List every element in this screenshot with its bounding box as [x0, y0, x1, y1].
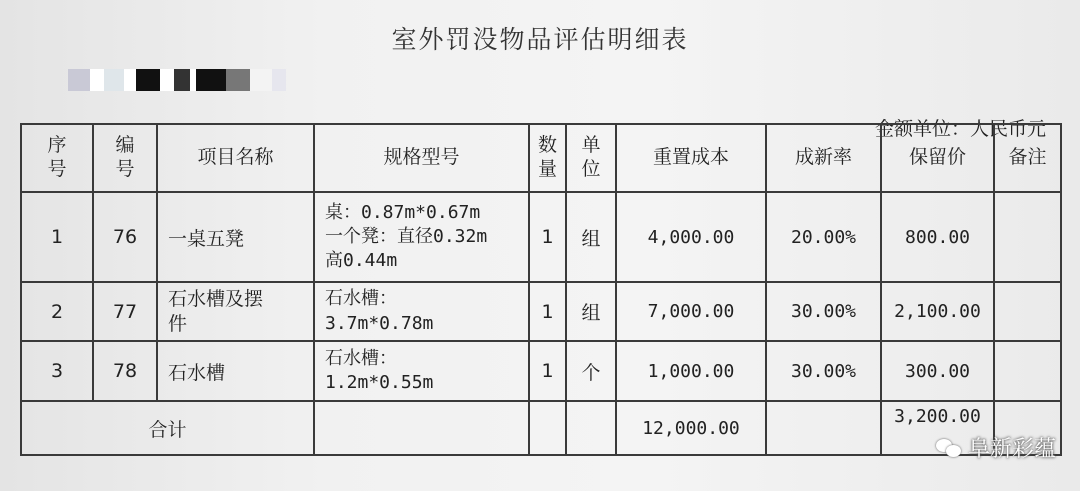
- total-label: 合计: [21, 401, 314, 455]
- header-name: 项目名称: [157, 124, 314, 192]
- cell-rate: 20.00%: [766, 192, 881, 282]
- cell-value: 800.00: [881, 192, 994, 282]
- cell-unit: 组: [566, 282, 616, 341]
- cell-cost: 1,000.00: [616, 341, 766, 401]
- watermark-text: 阜新彩蕴: [967, 437, 1056, 462]
- table-row: [21, 282, 1061, 341]
- cell-rate: 30.00%: [766, 282, 881, 341]
- cell-qty: 1: [529, 282, 566, 341]
- cell-code: 76: [93, 192, 157, 282]
- header-seq: 序 号: [21, 124, 93, 192]
- header-code: 编 号: [93, 124, 157, 192]
- header-value: 保留价: [881, 124, 994, 192]
- watermark: [936, 432, 1056, 463]
- table-header-row: [21, 124, 1061, 192]
- header-qty: 数 量: [529, 124, 566, 192]
- cell-name: 石水槽: [157, 341, 314, 401]
- header-note: 备注: [994, 124, 1061, 192]
- valuation-table: [20, 123, 1062, 456]
- cell-code: 77: [93, 282, 157, 341]
- table-row: [21, 341, 1061, 401]
- cell-unit: 组: [566, 192, 616, 282]
- redacted-text: [68, 69, 298, 91]
- cell-cost: 4,000.00: [616, 192, 766, 282]
- cell-empty: [529, 401, 566, 455]
- cell-value: 2,100.00: [881, 282, 994, 341]
- table-total-row: [21, 401, 1061, 455]
- cell-note: [994, 282, 1061, 341]
- cell-note: [994, 192, 1061, 282]
- cell-spec: 石水槽： 1.2m*0.55m: [314, 341, 529, 401]
- cell-name: 一桌五凳: [157, 192, 314, 282]
- cell-spec: 石水槽： 3.7m*0.78m: [314, 282, 529, 341]
- cell-rate: 30.00%: [766, 341, 881, 401]
- cell-unit: 个: [566, 341, 616, 401]
- cell-qty: 1: [529, 341, 566, 401]
- header-rate: 成新率: [766, 124, 881, 192]
- cell-name: 石水槽及摆 件: [157, 282, 314, 341]
- cell-code: 78: [93, 341, 157, 401]
- header-spec: 规格型号: [314, 124, 529, 192]
- cell-cost: 7,000.00: [616, 282, 766, 341]
- cell-empty: [566, 401, 616, 455]
- cell-value: 300.00: [881, 341, 994, 401]
- document-title: 室外罚没物品评估明细表: [391, 25, 689, 54]
- total-value: 3,200.00: [881, 401, 994, 455]
- cell-seq: 3: [21, 341, 93, 401]
- header-cost: 重置成本: [616, 124, 766, 192]
- cell-empty: [766, 401, 881, 455]
- cell-note: [994, 341, 1061, 401]
- wechat-icon: [936, 437, 962, 459]
- cell-seq: 1: [21, 192, 93, 282]
- cell-spec: 桌：0.87m*0.67m 一个凳：直径0.32m 高0.44m: [314, 192, 529, 282]
- total-cost: 12,000.00: [616, 401, 766, 455]
- header-unit: 单 位: [566, 124, 616, 192]
- table-row: [21, 192, 1061, 282]
- cell-qty: 1: [529, 192, 566, 282]
- cell-empty: [314, 401, 529, 455]
- cell-seq: 2: [21, 282, 93, 341]
- currency-unit-note: 金额单位：人民币元: [874, 118, 1046, 140]
